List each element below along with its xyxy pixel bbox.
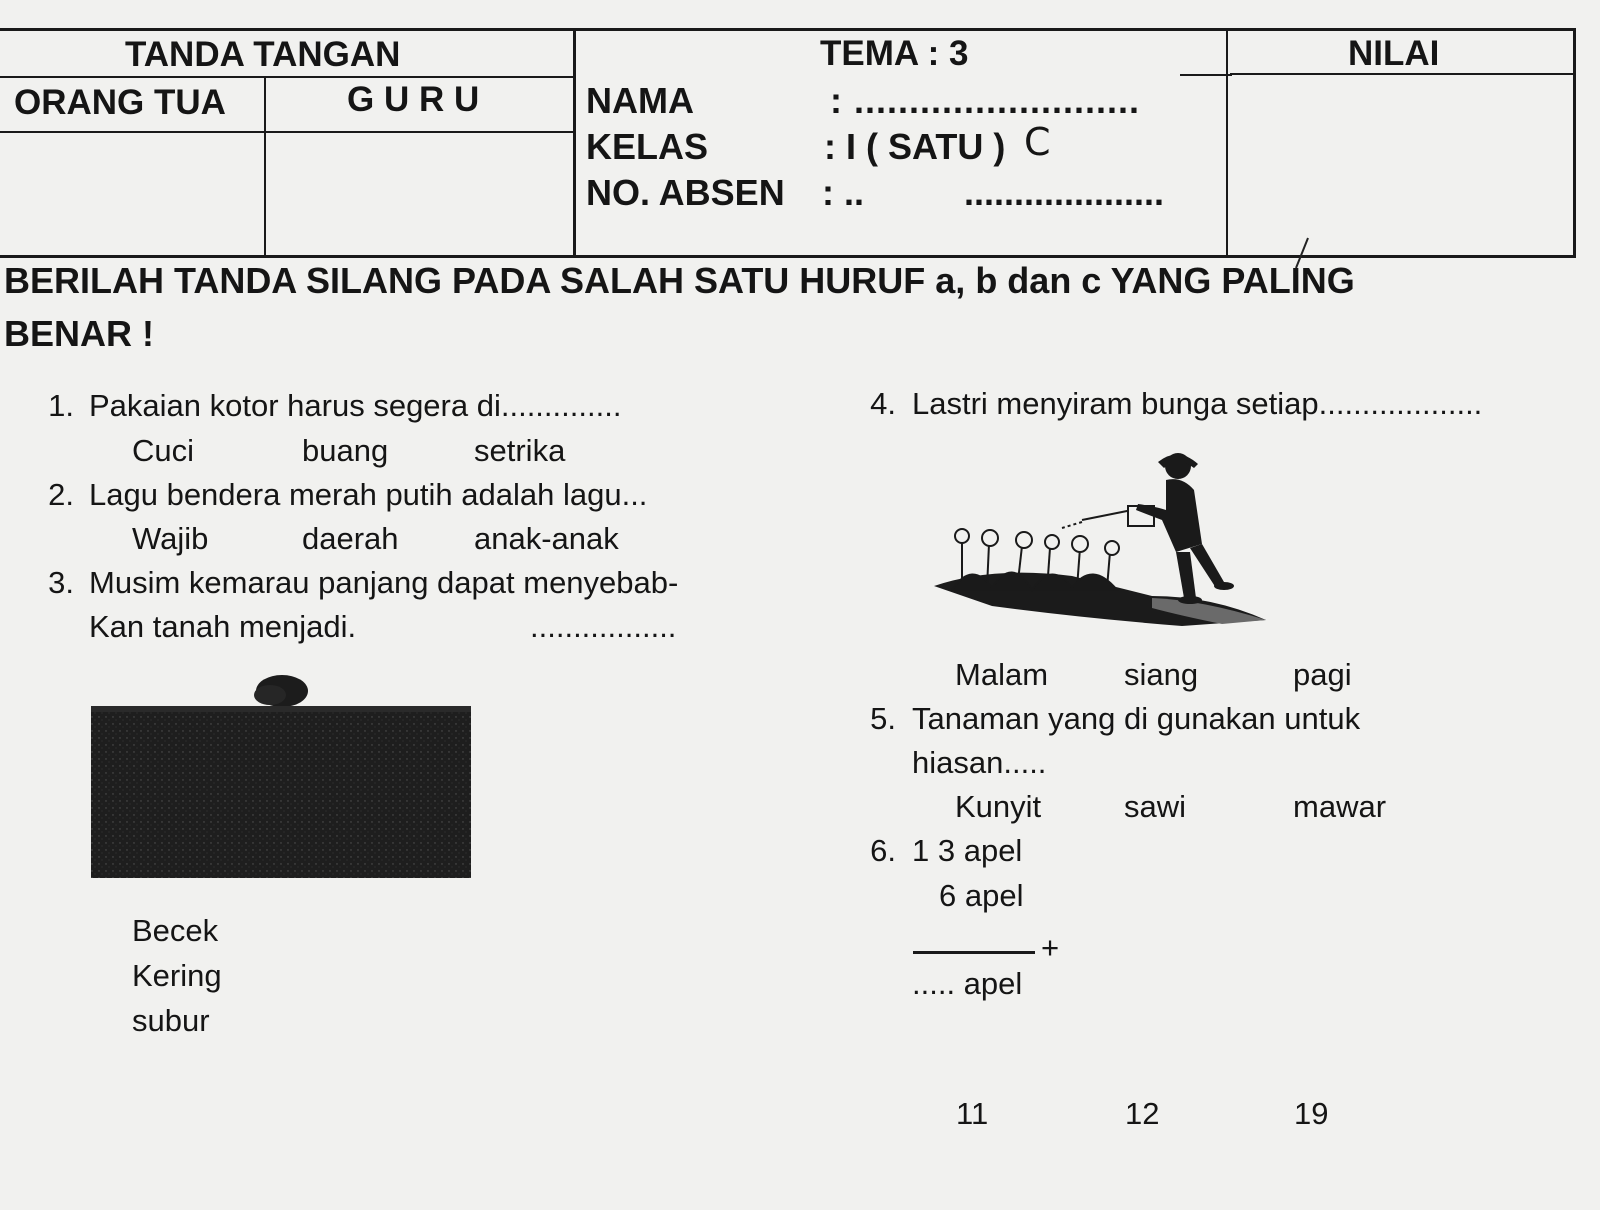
q5-text-line-2: hiasan..... [912, 745, 1047, 780]
q6-option-c[interactable]: 19 [1294, 1096, 1329, 1131]
q5-option-a[interactable]: Kunyit [955, 789, 1042, 824]
dry-land-image [90, 672, 474, 878]
nama-label: NAMA [586, 80, 694, 121]
tema-heading: TEMA : 3 [820, 34, 969, 73]
q2-option-c[interactable]: anak-anak [474, 521, 619, 556]
q4-option-b[interactable]: siang [1124, 657, 1199, 692]
absen-field[interactable]: : .. .................... [822, 172, 1165, 213]
q6-result-blank[interactable]: ..... apel [912, 966, 1023, 1001]
q6-sum-line [913, 951, 1035, 954]
q4-number: 4. [870, 386, 896, 421]
nilai-heading: NILAI [1348, 34, 1440, 73]
q1-option-c[interactable]: setrika [474, 433, 566, 468]
q4-option-c[interactable]: pagi [1293, 657, 1352, 692]
q1-number: 1. [48, 388, 74, 423]
instruction-line-2: BENAR ! [4, 313, 154, 354]
q5-number: 5. [870, 701, 896, 736]
q3-option-c[interactable]: subur [132, 1003, 210, 1038]
instruction-line-1: BERILAH TANDA SILANG PADA SALAH SATU HURUF a, b dan c YANG PALING [4, 260, 1355, 301]
q3-answer-blank[interactable]: ................. [530, 609, 677, 644]
kelas-label: KELAS [586, 126, 709, 167]
q2-option-a[interactable]: Wajib [132, 521, 209, 556]
q4-option-a[interactable]: Malam [955, 657, 1049, 692]
q6-number: 6. [870, 833, 896, 868]
q1-text: Pakaian kotor harus segera di.............. [89, 388, 622, 423]
girl-watering-flowers-image [932, 448, 1272, 644]
q5-text-line-1: Tanaman yang di gunakan untuk [912, 701, 1361, 736]
q6-option-b[interactable]: 12 [1125, 1096, 1160, 1131]
q6-plus-sign: + [1041, 930, 1060, 965]
q3-number: 3. [48, 565, 74, 600]
q5-option-b[interactable]: sawi [1124, 789, 1187, 824]
q6-addend-1: 1 3 apel [912, 833, 1023, 868]
q4-text: Lastri menyiram bunga setiap................... [912, 386, 1483, 421]
guru-heading: G U R U [347, 80, 480, 119]
kelas-handwritten-mark: C [1024, 120, 1051, 164]
q2-text: Lagu bendera merah putih adalah lagu... [89, 477, 648, 512]
q5-option-c[interactable]: mawar [1293, 789, 1387, 824]
q1-option-b[interactable]: buang [302, 433, 389, 468]
kelas-value: : I ( SATU ) [824, 126, 1006, 167]
tanda-tangan-heading: TANDA TANGAN [125, 35, 401, 74]
q3-text-line-2: Kan tanah menjadi. [89, 609, 357, 644]
q6-option-a[interactable]: 11 [956, 1096, 989, 1131]
q1-option-a[interactable]: Cuci [132, 433, 195, 468]
nama-field[interactable]: : .......................... [830, 80, 1141, 121]
q3-option-b[interactable]: Kering [132, 958, 222, 993]
girl-figure-shape [1136, 453, 1234, 604]
q6-addend-2: 6 apel [939, 878, 1024, 913]
q2-number: 2. [48, 477, 74, 512]
q3-text-line-1: Musim kemarau panjang dapat menyebab- [89, 565, 679, 600]
orang-tua-heading: ORANG TUA [14, 83, 226, 122]
absen-label: NO. ABSEN [586, 172, 785, 213]
q2-option-b[interactable]: daerah [302, 521, 399, 556]
q3-option-a[interactable]: Becek [132, 913, 219, 948]
